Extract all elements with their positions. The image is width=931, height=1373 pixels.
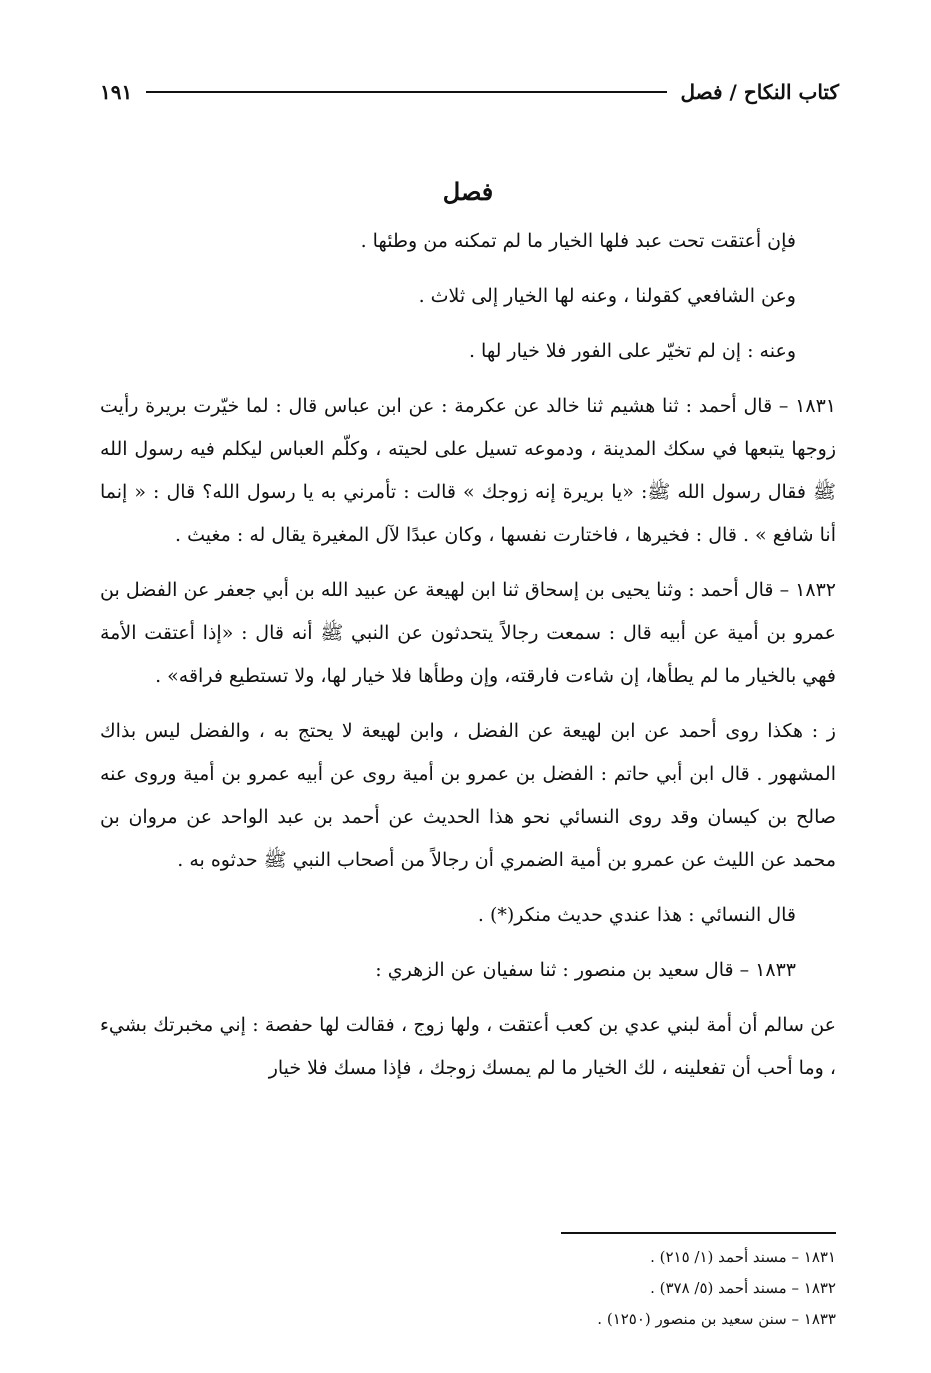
footnote-1833: ١٨٣٣ – سنن سعيد بن منصور (١٢٥٠) . — [597, 1310, 836, 1328]
nasai-comment: قال النسائي : هذا عندي حديث منكر(*) . — [477, 904, 796, 926]
paragraph-immediate-choice: وعنه : إن لم تخيّر على الفور فلا خيار لها . — [468, 340, 796, 362]
header-rule — [146, 91, 666, 93]
commentary-zay: ز : هكذا روى أحمد عن ابن لهيعة عن الفضل ، وابن لهيعة لا يحتج به ، والفضل ليس بذاك المشهور . قال ابن أبي حاتم : الفضل بن عمرو بن أمية روى عن أبيه عمرو بن أمية وروى عنه صالح بن كيسان وقد روى النسائي نحو هذا الحديث عن أحمد بن عبد الواحد عن مروان بن محمد عن الليث عن عمرو بن أمية الضمري أن رجالاً من أصحاب النبي ﷺ حدثوه به . — [100, 720, 836, 871]
hadith-1831: ١٨٣١ – قال أحمد : ثنا هشيم ثنا خالد عن عكرمة : عن ابن عباس قال : لما خيّرت بريرة رأيت زوجها يتبعها في سكك المدينة ، ودموعه تسيل على لحيته ، وكلّم العباس ليكلم فيه رسول الله ﷺ فقال رسول الله ﷺ: «يا بريرة إنه زوجك » قالت : تأمرني به يا رسول الله؟ قال : « إنما أنا شافع » . قال : فخيرها ، فاختارت نفسها ، وكان عبدًا لآل المغيرة يقال له : مغيث . — [100, 395, 836, 546]
footnote-rule — [561, 1232, 836, 1234]
hadith-1832: ١٨٣٢ – قال أحمد : وثنا يحيى بن إسحاق ثنا ابن لهيعة عن عبيد الله بن أبي جعفر عن الفضل بن عمرو بن أمية عن أبيه قال : سمعت رجالاً يتحدثون عن النبي ﷺ أنه قال : «إذا أعتقت الأمة فهي بالخيار ما لم يطأها، إن شاءت فارقته، وإن وطأها فلا خيار لها، ولا تستطيع فراقه» . — [100, 579, 836, 687]
page-number: ١٩١ — [100, 80, 133, 104]
hadith-1833-text: عن سالم أن أمة لبني عدي بن كعب أعتقت ، ولها زوج ، فقالت لها حفصة : إني مخبرتك بشيء ، وما أحب أن تفعلينه ، لك الخيار ما لم يمسك زوجك ، فإذا مسك فلا خيار — [100, 1014, 836, 1079]
main-text — [100, 172, 836, 1102]
footnote-1831: ١٨٣١ – مسند أحمد (١/ ٢١٥) . — [650, 1248, 836, 1266]
section-title: فصل — [442, 177, 494, 206]
paragraph-opening-ruling: فإن أعتقت تحت عبد فلها الخيار ما لم تمكنه من وطئها . — [360, 230, 796, 252]
footnote-1832: ١٨٣٢ – مسند أحمد (٥/ ٣٧٨) . — [650, 1279, 836, 1297]
paragraph-shafii-view: وعن الشافعي كقولنا ، وعنه لها الخيار إلى ثلاث . — [418, 285, 796, 307]
running-header — [100, 72, 839, 112]
hadith-1833-chain: ١٨٣٣ – قال سعيد بن منصور : ثنا سفيان عن الزهري : — [375, 959, 796, 981]
running-title: كتاب النكاح / فصل — [680, 80, 839, 104]
footnotes — [336, 1242, 836, 1335]
